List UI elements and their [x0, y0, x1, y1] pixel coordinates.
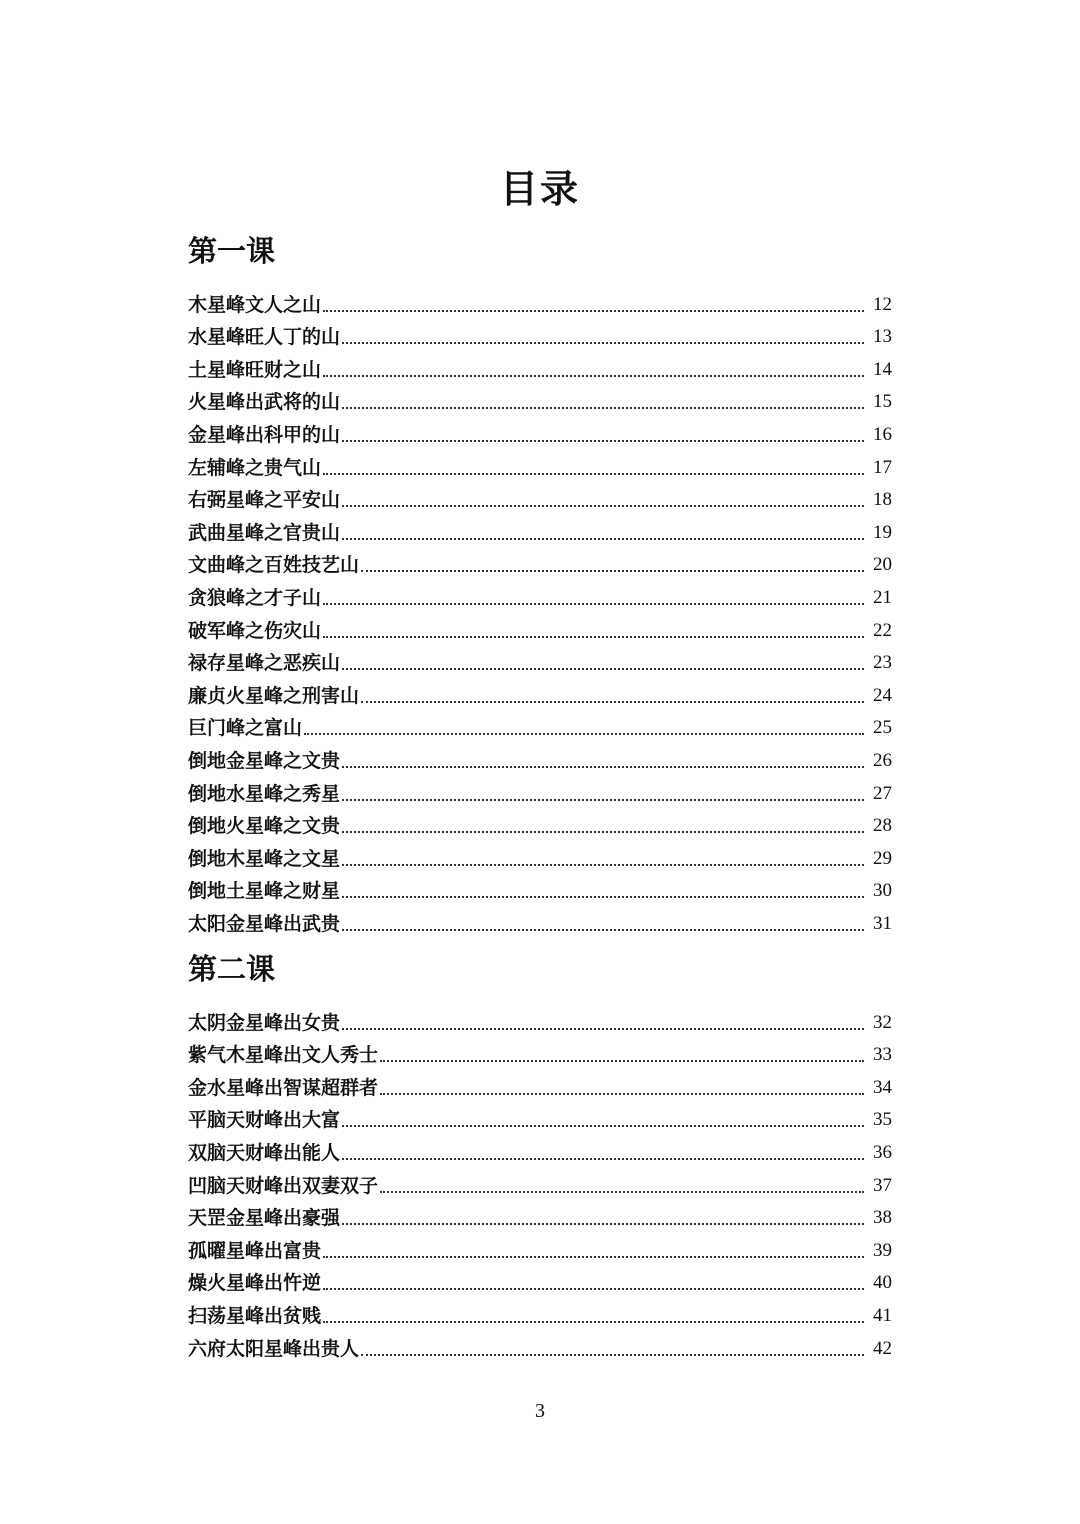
toc-entry[interactable] [188, 1134, 892, 1167]
toc-entry-title: 巨门峰之富山 [188, 717, 303, 740]
toc-entry-page-number: 17 [873, 456, 892, 478]
dot-leader [323, 309, 864, 312]
toc-entry-title: 孤曜星峰出富贵 [188, 1239, 322, 1262]
toc-entry-title: 燥火星峰出忤逆 [188, 1272, 322, 1295]
toc-entry-page-number: 29 [873, 847, 892, 869]
toc-entry-page-number: 34 [873, 1076, 892, 1098]
toc-entry-title: 破军峰之伤灾山 [188, 619, 322, 642]
dot-leader [323, 1320, 864, 1323]
toc-entry[interactable] [188, 1232, 892, 1265]
toc-entry[interactable] [188, 710, 892, 743]
toc-entry[interactable] [188, 547, 892, 580]
dot-leader [380, 1092, 864, 1095]
page-title: 目录 [499, 167, 580, 211]
toc-entry-title: 倒地水星峰之秀星 [188, 782, 341, 805]
toc-entry-title: 凹脑天财峰出双妻双子 [188, 1174, 379, 1197]
toc-entry-title: 火星峰出武将的山 [188, 391, 341, 414]
toc-entry-title: 禄存星峰之恶疾山 [188, 652, 341, 675]
toc-entry-title: 双脑天财峰出能人 [188, 1141, 341, 1164]
toc-entry[interactable] [188, 482, 892, 515]
toc-entry-list [188, 1004, 892, 1363]
toc-entry-page-number: 37 [873, 1174, 892, 1196]
toc-entry-page-number: 40 [873, 1272, 892, 1294]
toc-entry-title: 文曲峰之百姓技艺山 [188, 554, 360, 577]
toc-entry-title: 扫荡星峰出贫贱 [188, 1304, 322, 1327]
toc-entry[interactable] [188, 873, 892, 906]
toc-entry[interactable] [188, 1037, 892, 1070]
toc-entry[interactable] [188, 449, 892, 482]
toc-entry-page-number: 16 [873, 423, 892, 445]
toc-entry-title: 木星峰文人之山 [188, 293, 322, 316]
toc-entry[interactable] [188, 1069, 892, 1102]
dot-leader [323, 472, 864, 475]
toc-entry-title: 太阴金星峰出女贵 [188, 1011, 341, 1034]
toc-entry-page-number: 18 [873, 489, 892, 511]
toc-entry[interactable] [188, 514, 892, 547]
dot-leader [361, 700, 864, 703]
dot-leader [342, 863, 864, 866]
toc-entry-title: 武曲星峰之官贵山 [188, 521, 341, 544]
toc-entry-page-number: 32 [873, 1011, 892, 1033]
toc-entry-page-number: 22 [873, 619, 892, 641]
toc-entry[interactable] [188, 416, 892, 449]
dot-leader [342, 798, 864, 801]
toc-entry[interactable] [188, 319, 892, 352]
toc-entry-page-number: 25 [873, 717, 892, 739]
toc-entry-page-number: 23 [873, 652, 892, 674]
dot-leader [323, 602, 864, 605]
toc-entry-page-number: 36 [873, 1141, 892, 1163]
toc-entry-page-number: 31 [873, 912, 892, 934]
toc-entry-page-number: 24 [873, 684, 892, 706]
toc-entry-title: 倒地火星峰之文贵 [188, 815, 341, 838]
toc-section-lesson-2 [188, 946, 892, 1363]
dot-leader [380, 1059, 864, 1062]
toc-entry-page-number: 20 [873, 554, 892, 576]
toc-entry[interactable] [188, 1167, 892, 1200]
page-number: 3 [535, 1400, 545, 1422]
toc-entry-title: 金星峰出科甲的山 [188, 423, 341, 446]
dot-leader [380, 1190, 864, 1193]
toc-entry-page-number: 38 [873, 1207, 892, 1229]
dot-leader [342, 830, 864, 833]
toc-entry-page-number: 28 [873, 815, 892, 837]
toc-entry-page-number: 41 [873, 1304, 892, 1326]
toc-entry[interactable] [188, 1265, 892, 1298]
dot-leader [323, 1287, 864, 1290]
toc-entry-title: 右弼星峰之平安山 [188, 489, 341, 512]
dot-leader [323, 635, 864, 638]
toc-entry-title: 水星峰旺人丁的山 [188, 326, 341, 349]
toc-entry-page-number: 39 [873, 1239, 892, 1261]
dot-leader [342, 504, 864, 507]
dot-leader [342, 1027, 864, 1030]
toc-entry[interactable] [188, 645, 892, 678]
dot-leader [304, 732, 864, 735]
toc-entry-page-number: 13 [873, 326, 892, 348]
toc-entry[interactable] [188, 1102, 892, 1135]
dot-leader [361, 569, 864, 572]
toc-section-lesson-1 [188, 228, 892, 938]
toc-entry[interactable] [188, 351, 892, 384]
toc-entry-page-number: 35 [873, 1109, 892, 1131]
toc-entry-page-number: 27 [873, 782, 892, 804]
toc-entry[interactable] [188, 775, 892, 808]
toc-entry-title: 倒地土星峰之财星 [188, 880, 341, 903]
toc-entry-title: 土星峰旺财之山 [188, 358, 322, 381]
toc-entry-title: 贪狼峰之才子山 [188, 586, 322, 609]
toc-entry-title: 倒地金星峰之文贵 [188, 749, 341, 772]
toc-entry-title: 平脑天财峰出大富 [188, 1109, 341, 1132]
toc-entry[interactable] [188, 1200, 892, 1233]
toc-entry-title: 太阳金星峰出武贵 [188, 912, 341, 935]
dot-leader [342, 1222, 864, 1225]
toc-entry-page-number: 26 [873, 749, 892, 771]
section-heading: 第一课 [188, 234, 276, 268]
toc-entry-page-number: 33 [873, 1044, 892, 1066]
toc-entry-title: 天罡金星峰出豪强 [188, 1207, 341, 1230]
toc-entry-page-number: 19 [873, 521, 892, 543]
toc-entry[interactable] [188, 905, 892, 938]
toc-entry-page-number: 14 [873, 358, 892, 380]
toc-entry[interactable] [188, 742, 892, 775]
dot-leader [342, 537, 864, 540]
dot-leader [342, 439, 864, 442]
toc-entry[interactable] [188, 612, 892, 645]
toc-entry-list [188, 286, 892, 938]
toc-entry[interactable] [188, 286, 892, 319]
section-heading: 第二课 [188, 952, 276, 986]
toc-entry-page-number: 42 [873, 1337, 892, 1359]
toc-entry-title: 左辅峰之贵气山 [188, 456, 322, 479]
dot-leader [342, 895, 864, 898]
toc-entry-title: 金水星峰出智谋超群者 [188, 1076, 379, 1099]
toc-entry[interactable] [188, 1297, 892, 1330]
toc-entry[interactable] [188, 1004, 892, 1037]
toc-entry-title: 紫气木星峰出文人秀士 [188, 1044, 379, 1067]
toc-entry-title: 倒地木星峰之文星 [188, 847, 341, 870]
toc-entry-title: 六府太阳星峰出贵人 [188, 1337, 360, 1360]
toc-entry[interactable] [188, 677, 892, 710]
dot-leader [342, 928, 864, 931]
dot-leader [342, 406, 864, 409]
toc-entry-page-number: 21 [873, 586, 892, 608]
dot-leader [342, 765, 864, 768]
toc-entry[interactable] [188, 1330, 892, 1363]
dot-leader [323, 374, 864, 377]
dot-leader [342, 341, 864, 344]
toc-entry[interactable] [188, 579, 892, 612]
toc-entry[interactable] [188, 840, 892, 873]
toc-entry[interactable] [188, 384, 892, 417]
toc-entry-page-number: 12 [873, 293, 892, 315]
toc-entry[interactable] [188, 808, 892, 841]
toc-entry-title: 廉贞火星峰之刑害山 [188, 684, 360, 707]
toc-entry-page-number: 30 [873, 880, 892, 902]
dot-leader [323, 1255, 864, 1258]
dot-leader [342, 1124, 864, 1127]
toc-entry-page-number: 15 [873, 391, 892, 413]
dot-leader [342, 1157, 864, 1160]
dot-leader [361, 1353, 864, 1356]
dot-leader [342, 667, 864, 670]
